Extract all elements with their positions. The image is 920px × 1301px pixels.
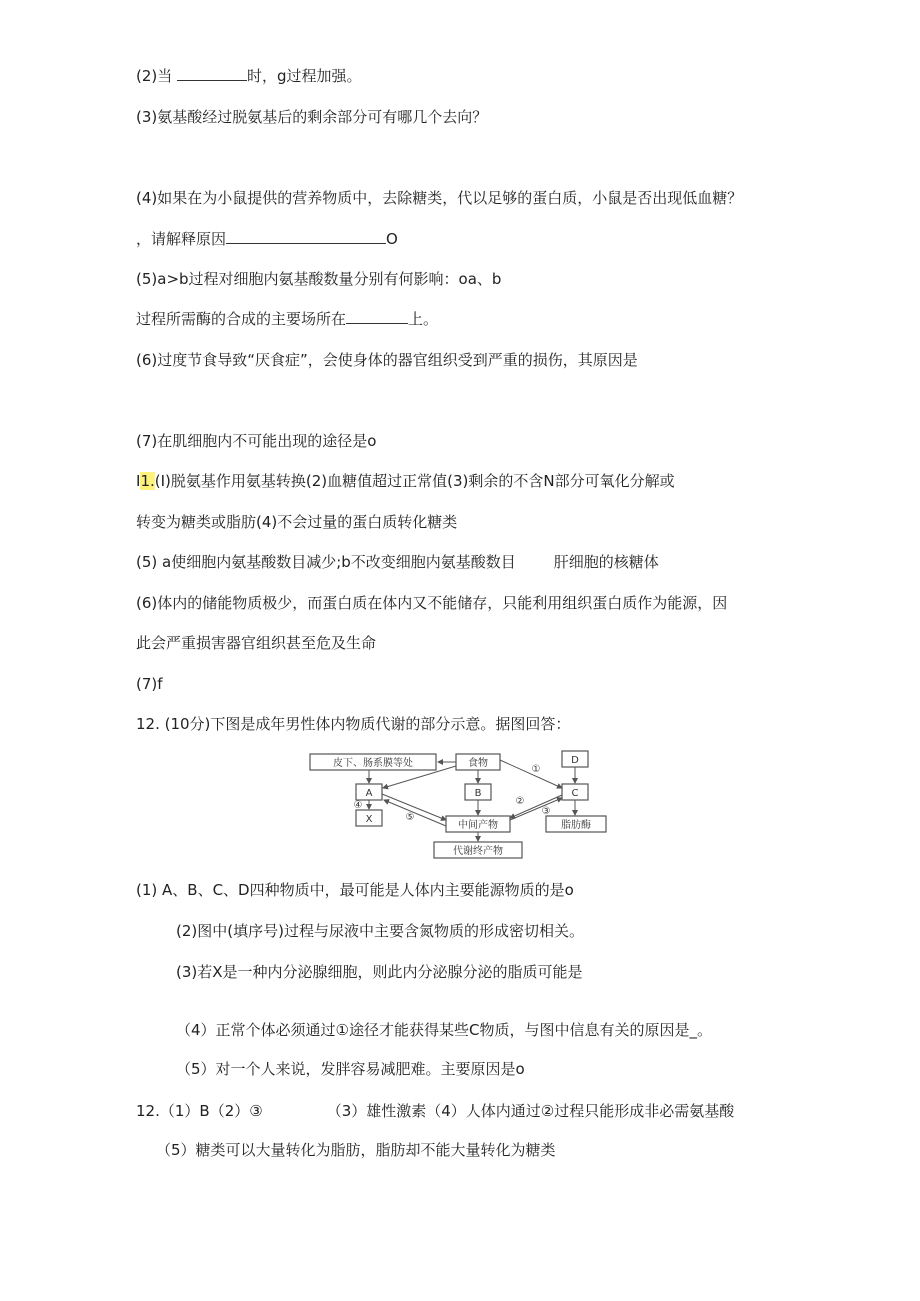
q12-sub-1: (1) A、B、C、D四种物质中，最可能是人体内主要能源物质的是o: [136, 881, 574, 899]
a12-text: 12.（1）B（2）③: [136, 1102, 263, 1120]
q11-text: (2)当: [136, 67, 178, 85]
answer-blank: [346, 309, 408, 324]
label-c: C: [571, 788, 579, 799]
label-a: A: [365, 788, 373, 799]
metabolism-diagram: [300, 748, 615, 863]
a11-line-6: (7)f: [136, 675, 163, 693]
answer-number: I: [136, 472, 141, 490]
a11-text: (I)脱氨基作用氨基转换(2)血糖值超过正常值(3)剩余的不含N部分可氧化分解或: [154, 472, 675, 490]
process-2: ②: [515, 796, 525, 807]
q11-line-3: (3)氨基酸经过脱氨基后的剩余部分可有哪几个去向？: [136, 108, 488, 126]
label-fat: 脂肪酶: [561, 820, 591, 831]
q12-sub-4: （4）正常个体必须通过①途径才能获得某些C物质，与图中信息有关的原因是_。: [176, 1021, 712, 1039]
q11-text: 过程所需酶的合成的主要场所在: [136, 310, 347, 328]
a11-line-4: (6)体内的储能物质极少，而蛋白质在体内又不能储存，只能利用组织蛋白质作为能源，因: [136, 594, 728, 612]
answer-blank: [226, 229, 386, 244]
a11-line-3: [136, 552, 659, 572]
label-d: D: [571, 755, 579, 766]
label-skin: 皮下、肠系膜等处: [333, 758, 413, 769]
q12-intro: 12. (10分)下图是成年男性体内物质代谢的部分示意。据图回答：: [136, 715, 571, 733]
a11-text: 肝细胞的核糖体: [553, 553, 659, 571]
q11-text: 上。: [408, 310, 439, 328]
a12-text: （3）雄性激素（4）人体内通过②过程只能形成非必需氨基酸: [326, 1102, 735, 1120]
q11-line-4: (4)如果在为小鼠提供的营养物质中，去除糖类，代以足够的蛋白质，小鼠是否出现低血糖？: [136, 189, 743, 207]
q12-sub-3: (3)若X是一种内分泌腺细胞，则此内分泌腺分泌的脂质可能是: [176, 963, 583, 981]
q12-sub-5: （5）对一个人来说，发胖容易减肥难。主要原因是o: [176, 1060, 525, 1078]
q11-text: O: [386, 230, 398, 248]
process-3: ③: [541, 806, 551, 817]
a11-line-1: [136, 471, 675, 491]
label-food: 食物: [468, 758, 488, 769]
q11-line-6: (6)过度节食导致“厌食症”，会使身体的器官组织受到严重的损伤，其原因是: [136, 351, 638, 369]
a11-text: (5) a使细胞内氨基酸数目减少;b不改变细胞内氨基酸数目: [136, 553, 516, 571]
arrow-mid-a: [384, 800, 446, 826]
label-b: B: [474, 788, 482, 799]
highlighted-text: 1.: [140, 472, 155, 490]
process-1: ①: [531, 764, 541, 775]
a12-line-1: [136, 1101, 734, 1121]
q11-line-7: (7)在肌细胞内不可能出现的途径是o: [136, 432, 377, 450]
a11-line-2: 转变为糖类或脂肪(4)不会过量的蛋白质转化糖类: [136, 513, 458, 531]
q11-line-4b: [136, 229, 398, 249]
q12-sub-2: (2)图中(填序号)过程与尿液中主要含氮物质的形成密切相关。: [176, 922, 584, 940]
q11-line-5: (5)a>b过程对细胞内氨基酸数量分别有何影响：oa、b: [136, 270, 502, 288]
a12-line-2: （5）糖类可以大量转化为脂肪，脂肪却不能大量转化为糖类: [156, 1141, 556, 1159]
process-4: ④: [353, 800, 363, 811]
process-5: ⑤: [405, 812, 415, 823]
label-mid: 中间产物: [458, 820, 498, 831]
answer-blank: [177, 66, 247, 81]
label-end: 代谢终产物: [453, 846, 503, 857]
q11-text: ，请解释原因: [136, 230, 227, 248]
q11-line-5b: [136, 309, 438, 329]
a11-line-5: 此会严重损害器官组织甚至危及生命: [136, 634, 377, 652]
label-x: X: [365, 814, 373, 825]
q11-line-2: [136, 66, 362, 86]
q11-text: 时，g过程加强。: [247, 67, 362, 85]
